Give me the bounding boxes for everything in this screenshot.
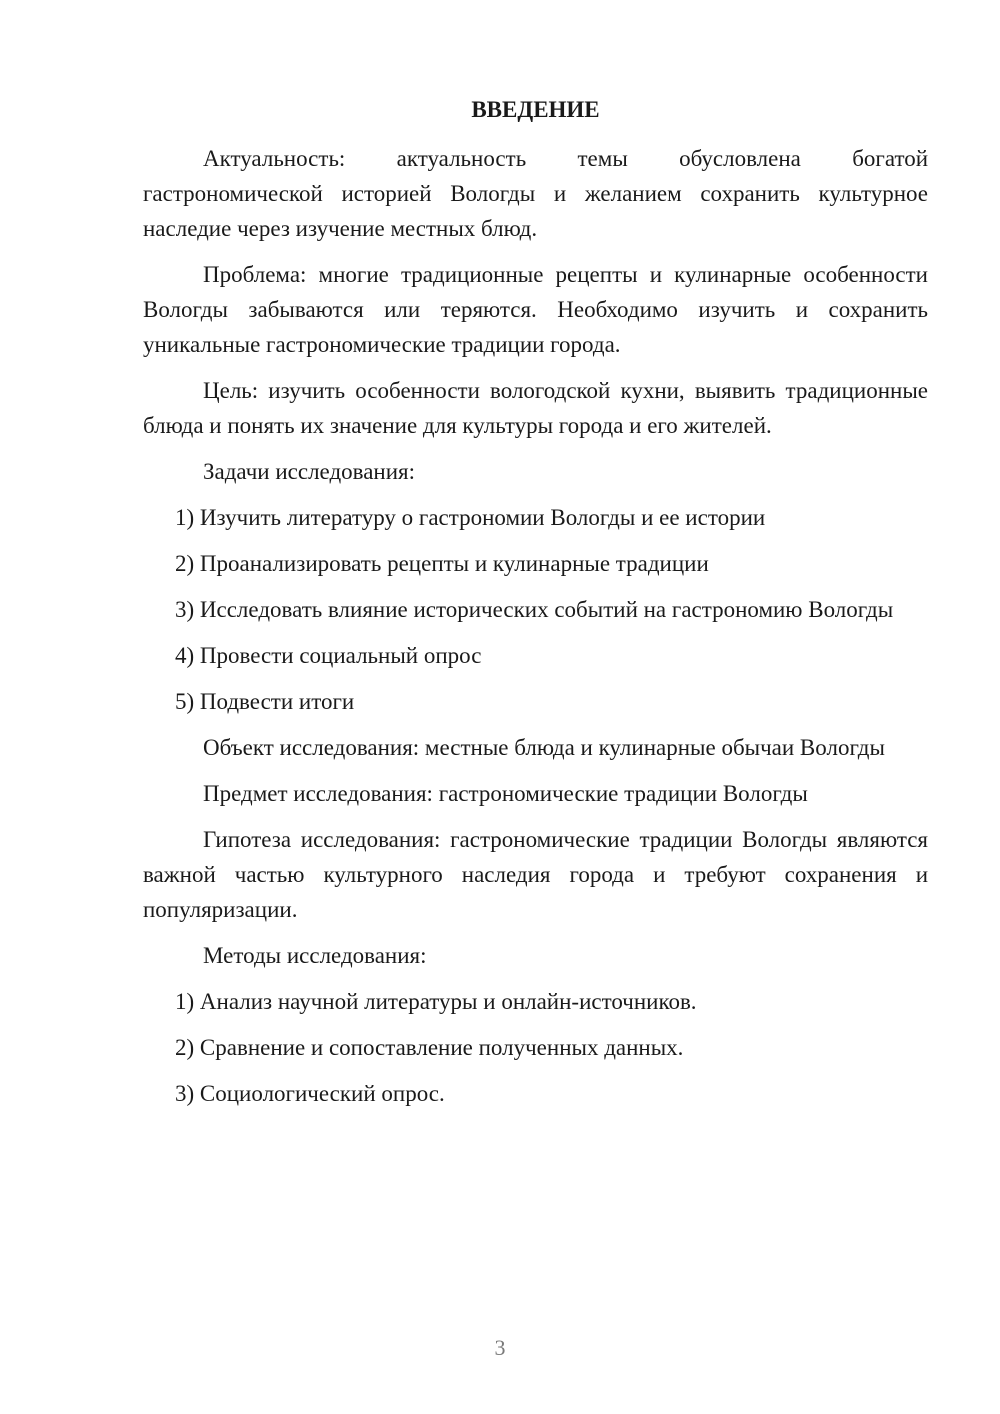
goal-paragraph: Цель: изучить особенности вологодской кухни, выявить традиционные блюда и понять их значение для культуры города и его жителей. — [143, 378, 928, 438]
problem-paragraph: Проблема: многие традиционные рецепты и кулинарные особенности Вологды забываются или теряются. Необходимо изучить и сохранить уникальные гастрономические традиции города. — [143, 262, 928, 357]
object-paragraph: Объект исследования: местные блюда и кулинарные обычаи Вологды — [203, 735, 885, 760]
methods-heading: Методы исследования: — [203, 943, 427, 968]
page-number: 3 — [494, 1335, 506, 1360]
task-item: 3) Исследовать влияние исторических событий на гастрономию Вологды — [175, 597, 894, 622]
subject-paragraph: Предмет исследования: гастрономические традиции Вологды — [203, 781, 808, 806]
task-item: 2) Проанализировать рецепты и кулинарные традиции — [175, 551, 709, 576]
page-title: ВВЕДЕНИЕ — [471, 97, 600, 122]
relevance-paragraph: Актуальность: актуальность темы обусловлена богатой гастрономической историей Вологды и желанием сохранить культурное наследие через изучение местных блюд. — [143, 146, 928, 241]
task-item: 1) Изучить литературу о гастрономии Вологды и ее истории — [175, 505, 766, 530]
method-item: 2) Сравнение и сопоставление полученных данных. — [175, 1035, 684, 1060]
method-item: 3) Социологический опрос. — [175, 1081, 445, 1106]
method-item: 1) Анализ научной литературы и онлайн-источников. — [175, 989, 697, 1014]
task-item: 4) Провести социальный опрос — [175, 643, 482, 668]
task-item: 5) Подвести итоги — [175, 689, 355, 714]
tasks-heading: Задачи исследования: — [203, 459, 416, 484]
page-content — [143, 92, 928, 1122]
hypothesis-paragraph: Гипотеза исследования: гастрономические традиции Вологды являются важной частью культурного наследия города и требуют сохранения и популяризации. — [143, 827, 928, 922]
